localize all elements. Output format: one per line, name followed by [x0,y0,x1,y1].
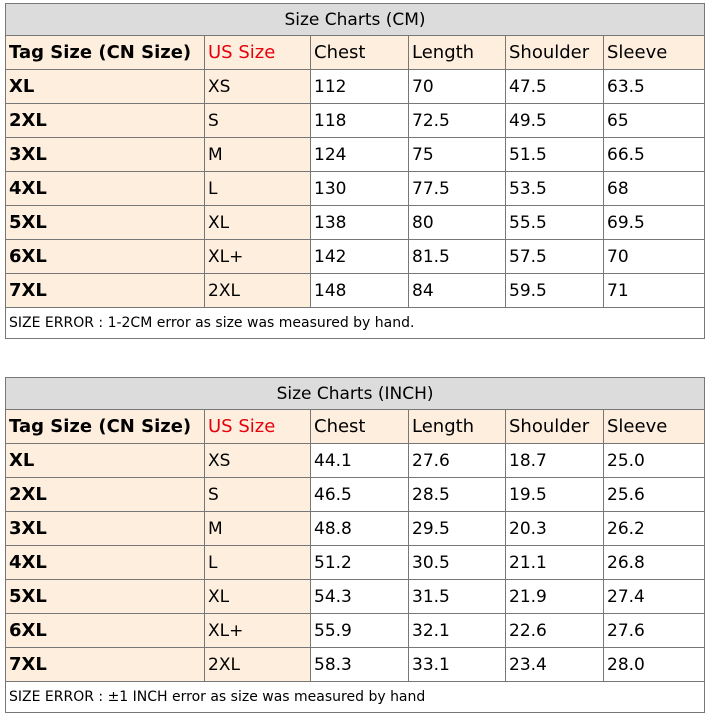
cell-length: 31.5 [409,580,506,614]
cell-shoulder: 21.9 [506,580,604,614]
cell-us-size: M [205,138,311,172]
cell-length: 84 [409,274,506,308]
table-row [6,546,705,580]
cell-length: 70 [409,70,506,104]
header-sleeve: Sleeve [604,410,705,444]
table-row [6,172,705,206]
size-error-note: SIZE ERROR : ±1 INCH error as size was measured by hand [6,682,705,713]
size-table [5,3,705,339]
cell-us-size: S [205,104,311,138]
header-chest: Chest [311,410,409,444]
cell-shoulder: 53.5 [506,172,604,206]
cell-length: 30.5 [409,546,506,580]
cell-tag-size: 4XL [6,546,205,580]
cell-tag-size: XL [6,444,205,478]
cell-sleeve: 65 [604,104,705,138]
cell-tag-size: 7XL [6,648,205,682]
table-row [6,240,705,274]
cell-length: 75 [409,138,506,172]
size-error-note-row [6,308,705,339]
table-title: Size Charts (INCH) [6,378,705,410]
cell-us-size: XS [205,70,311,104]
cell-sleeve: 27.4 [604,580,705,614]
cell-shoulder: 47.5 [506,70,604,104]
cell-chest: 148 [311,274,409,308]
cell-length: 81.5 [409,240,506,274]
cell-chest: 46.5 [311,478,409,512]
cell-shoulder: 57.5 [506,240,604,274]
table-title-row [6,378,705,410]
table-row [6,206,705,240]
cell-length: 27.6 [409,444,506,478]
cell-chest: 58.3 [311,648,409,682]
cell-chest: 118 [311,104,409,138]
cell-tag-size: XL [6,70,205,104]
cell-shoulder: 49.5 [506,104,604,138]
table-row [6,614,705,648]
table-row [6,70,705,104]
cell-chest: 138 [311,206,409,240]
cell-length: 80 [409,206,506,240]
table-header-row [6,36,705,70]
header-us-size: US Size [205,36,311,70]
cell-tag-size: 7XL [6,274,205,308]
cell-tag-size: 3XL [6,138,205,172]
header-tag-size: Tag Size (CN Size) [6,36,205,70]
table-title-row [6,4,705,36]
cell-us-size: L [205,172,311,206]
cell-length: 29.5 [409,512,506,546]
cell-chest: 54.3 [311,580,409,614]
cell-us-size: L [205,546,311,580]
table-row [6,512,705,546]
cell-chest: 124 [311,138,409,172]
header-shoulder: Shoulder [506,36,604,70]
cell-shoulder: 23.4 [506,648,604,682]
cell-sleeve: 25.6 [604,478,705,512]
cell-sleeve: 26.8 [604,546,705,580]
cell-sleeve: 25.0 [604,444,705,478]
cell-sleeve: 27.6 [604,614,705,648]
header-length: Length [409,36,506,70]
cell-chest: 112 [311,70,409,104]
cell-shoulder: 22.6 [506,614,604,648]
cell-us-size: XL+ [205,614,311,648]
cell-us-size: XS [205,444,311,478]
size-table [5,377,705,713]
cell-tag-size: 6XL [6,240,205,274]
size-chart-inch [5,377,704,713]
cell-sleeve: 71 [604,274,705,308]
cell-tag-size: 5XL [6,206,205,240]
cell-length: 32.1 [409,614,506,648]
cell-chest: 130 [311,172,409,206]
cell-shoulder: 59.5 [506,274,604,308]
cell-sleeve: 26.2 [604,512,705,546]
size-error-note-row [6,682,705,713]
cell-sleeve: 66.5 [604,138,705,172]
size-chart-cm [5,3,704,339]
cell-tag-size: 6XL [6,614,205,648]
cell-sleeve: 68 [604,172,705,206]
cell-tag-size: 5XL [6,580,205,614]
cell-length: 72.5 [409,104,506,138]
cell-tag-size: 2XL [6,478,205,512]
cell-us-size: S [205,478,311,512]
table-row [6,138,705,172]
table-title: Size Charts (CM) [6,4,705,36]
cell-sleeve: 69.5 [604,206,705,240]
cell-shoulder: 20.3 [506,512,604,546]
cell-tag-size: 2XL [6,104,205,138]
cell-us-size: M [205,512,311,546]
table-header-row [6,410,705,444]
cell-us-size: 2XL [205,274,311,308]
header-sleeve: Sleeve [604,36,705,70]
cell-length: 77.5 [409,172,506,206]
table-row [6,648,705,682]
header-chest: Chest [311,36,409,70]
cell-shoulder: 19.5 [506,478,604,512]
table-row [6,478,705,512]
cell-us-size: 2XL [205,648,311,682]
header-tag-size: Tag Size (CN Size) [6,410,205,444]
cell-chest: 55.9 [311,614,409,648]
header-us-size: US Size [205,410,311,444]
table-row [6,580,705,614]
header-shoulder: Shoulder [506,410,604,444]
cell-us-size: XL+ [205,240,311,274]
cell-tag-size: 4XL [6,172,205,206]
size-error-note: SIZE ERROR : 1-2CM error as size was measured by hand. [6,308,705,339]
cell-tag-size: 3XL [6,512,205,546]
cell-shoulder: 51.5 [506,138,604,172]
cell-length: 33.1 [409,648,506,682]
cell-chest: 142 [311,240,409,274]
table-row [6,444,705,478]
table-row [6,274,705,308]
cell-shoulder: 21.1 [506,546,604,580]
cell-sleeve: 70 [604,240,705,274]
cell-chest: 44.1 [311,444,409,478]
cell-chest: 51.2 [311,546,409,580]
header-length: Length [409,410,506,444]
cell-sleeve: 63.5 [604,70,705,104]
cell-us-size: XL [205,206,311,240]
cell-shoulder: 18.7 [506,444,604,478]
cell-chest: 48.8 [311,512,409,546]
table-row [6,104,705,138]
cell-shoulder: 55.5 [506,206,604,240]
cell-length: 28.5 [409,478,506,512]
cell-sleeve: 28.0 [604,648,705,682]
cell-us-size: XL [205,580,311,614]
